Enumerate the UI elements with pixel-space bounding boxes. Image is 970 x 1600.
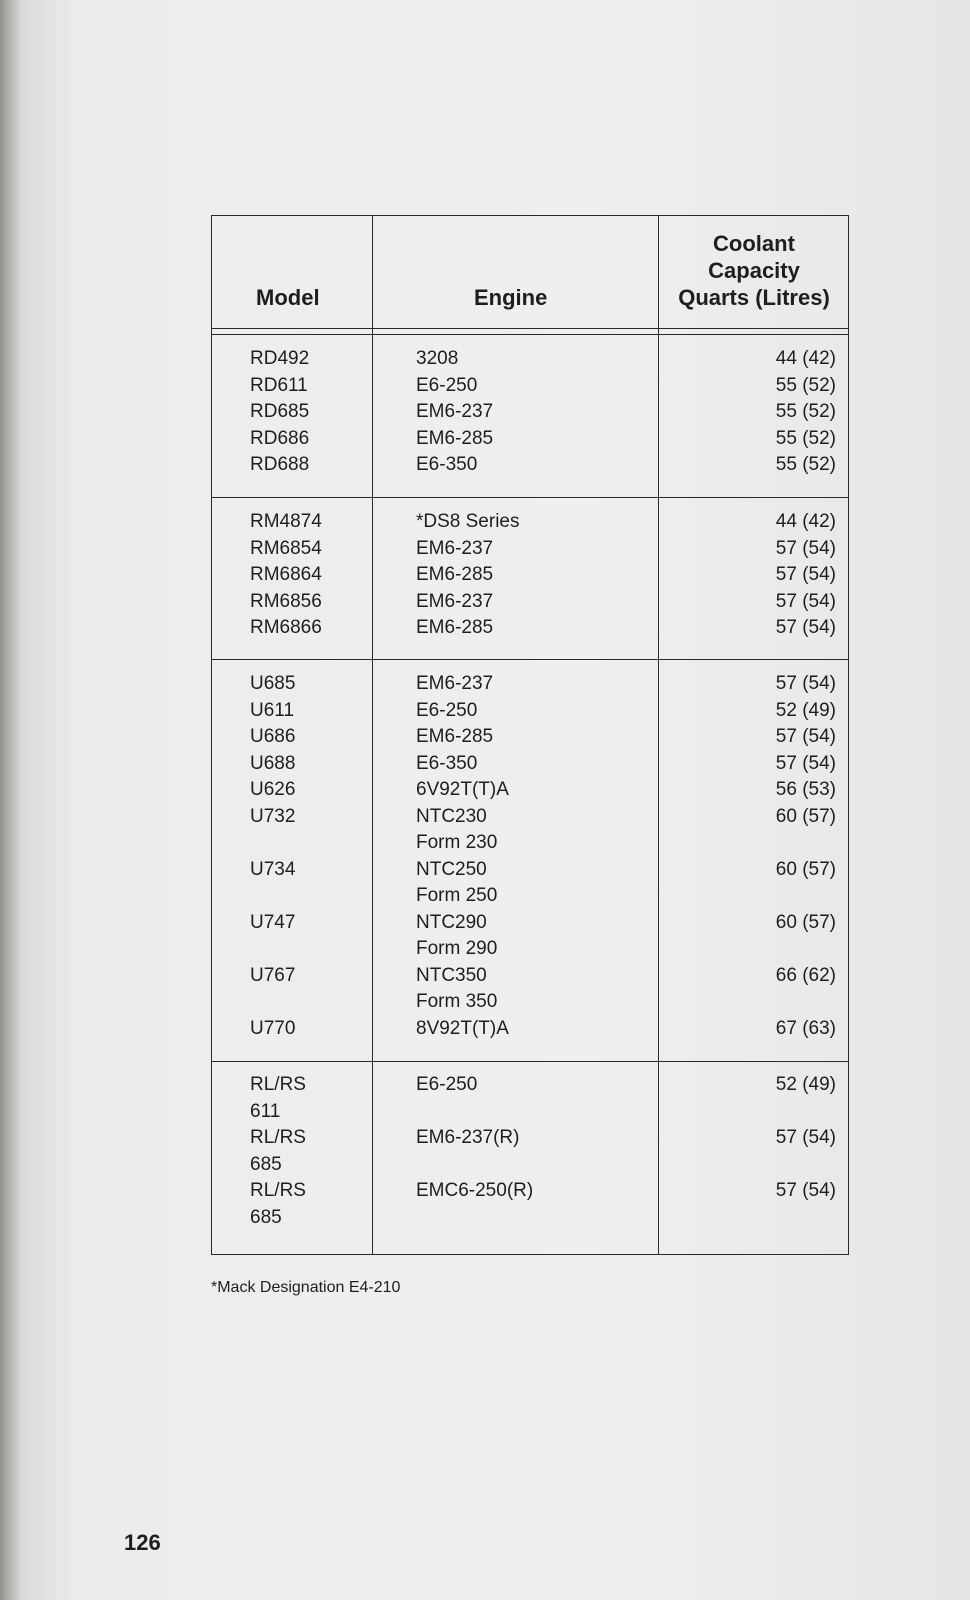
cell-model: U688: [250, 752, 296, 774]
cell-capacity: 52 (49): [775, 699, 836, 721]
cell-engine: EM6-285: [416, 564, 494, 585]
cell-capacity: 60 (57): [775, 858, 836, 880]
cell-capacity: 55 (52): [775, 454, 836, 475]
cell-model: RM6866: [250, 617, 322, 638]
cell-capacity: 57 (54): [775, 1180, 836, 1201]
cell-model: U747: [250, 911, 296, 933]
page-number: 126: [124, 1530, 161, 1555]
cell-capacity: 57 (54): [775, 537, 836, 559]
header-model: Model: [256, 285, 320, 310]
cell-model: RD686: [250, 427, 310, 449]
cell-capacity: 67 (63): [775, 1017, 836, 1039]
cell-capacity: 57 (54): [775, 752, 836, 774]
cell-model: RM6854: [250, 537, 322, 559]
cell-model: RD611: [250, 374, 308, 396]
cell-engine: E6-350: [416, 752, 478, 774]
cell-capacity: 57 (54): [775, 1127, 836, 1148]
cell-engine: E6-250: [416, 1074, 478, 1095]
cell-engine: NTC350 Form 350: [416, 964, 498, 1012]
cell-capacity: 57 (54): [775, 590, 836, 612]
cell-engine: 6V92T(T)A: [416, 779, 509, 800]
cell-capacity: 52 (49): [775, 1074, 836, 1095]
header-coolant-line-3: Quarts (Litres): [678, 285, 830, 310]
header-coolant-line-2: Capacity: [708, 258, 800, 283]
cell-capacity: 44 (42): [775, 348, 836, 369]
cell-model: RL/RS 611: [250, 1074, 306, 1122]
cell-capacity: 57 (54): [775, 673, 836, 694]
cell-engine: NTC290 Form 290: [416, 911, 498, 959]
cell-engine: EMC6-250(R): [416, 1180, 534, 1201]
cell-capacity: 60 (57): [775, 805, 836, 827]
group-divider-3: [212, 1061, 848, 1062]
cell-engine: E6-350: [416, 454, 478, 475]
cell-capacity: 56 (53): [775, 779, 836, 800]
cell-capacity: 60 (57): [775, 911, 836, 933]
column-divider-model-engine: [372, 216, 373, 1254]
cell-capacity: 55 (52): [775, 401, 836, 422]
cell-model: U686: [250, 726, 296, 747]
cell-model: RM6864: [250, 564, 322, 585]
cell-capacity: 55 (52): [775, 374, 836, 396]
cell-engine: EM6-237: [416, 537, 494, 559]
header-rule-lower: [212, 334, 848, 335]
cell-model: U767: [250, 964, 296, 986]
cell-model: RM6856: [250, 590, 322, 612]
cell-engine: E6-250: [416, 374, 478, 396]
cell-model: U770: [250, 1017, 296, 1039]
cell-engine: EM6-237(R): [416, 1127, 520, 1148]
cell-engine: EM6-237: [416, 590, 494, 612]
cell-model: U734: [250, 858, 296, 880]
group-divider-2: [212, 659, 848, 660]
group-divider-1: [212, 497, 848, 498]
cell-model: RL/RS 685: [250, 1180, 306, 1228]
cell-capacity: 55 (52): [775, 427, 836, 449]
header-engine: Engine: [474, 285, 548, 310]
cell-model: U685: [250, 673, 296, 694]
cell-engine: EM6-237: [416, 401, 494, 422]
cell-model: U732: [250, 805, 296, 827]
header-coolant-line-1: Coolant: [713, 231, 795, 256]
cell-engine: EM6-285: [416, 617, 494, 638]
cell-capacity: 57 (54): [775, 726, 836, 747]
cell-engine: NTC250 Form 250: [416, 858, 498, 906]
cell-model: U611: [250, 699, 295, 721]
header-coolant-capacity: [658, 230, 850, 311]
cell-engine: EM6-285: [416, 427, 494, 449]
cell-engine: NTC230 Form 230: [416, 805, 498, 853]
header-rule-upper: [212, 328, 848, 329]
cell-capacity: 66 (62): [775, 964, 836, 986]
cell-model: RD688: [250, 454, 310, 475]
footnote: *Mack Designation E4-210: [211, 1279, 401, 1296]
cell-engine: *DS8 Series: [416, 511, 520, 532]
cell-engine: EM6-237: [416, 673, 494, 694]
cell-capacity: 57 (54): [775, 617, 836, 638]
cell-model: RM4874: [250, 511, 322, 532]
cell-model: RD685: [250, 401, 310, 422]
cell-engine: 3208: [416, 348, 459, 369]
cell-engine: 8V92T(T)A: [416, 1017, 509, 1039]
cell-capacity: 44 (42): [775, 511, 836, 532]
cell-capacity: 57 (54): [775, 564, 836, 585]
cell-engine: E6-250: [416, 699, 478, 721]
cell-model: U626: [250, 779, 296, 800]
cell-model: RL/RS 685: [250, 1127, 306, 1175]
coolant-capacity-table: [211, 215, 849, 1255]
book-spine-shadow: [0, 0, 22, 1600]
cell-model: RD492: [250, 348, 310, 369]
cell-engine: EM6-285: [416, 726, 494, 747]
